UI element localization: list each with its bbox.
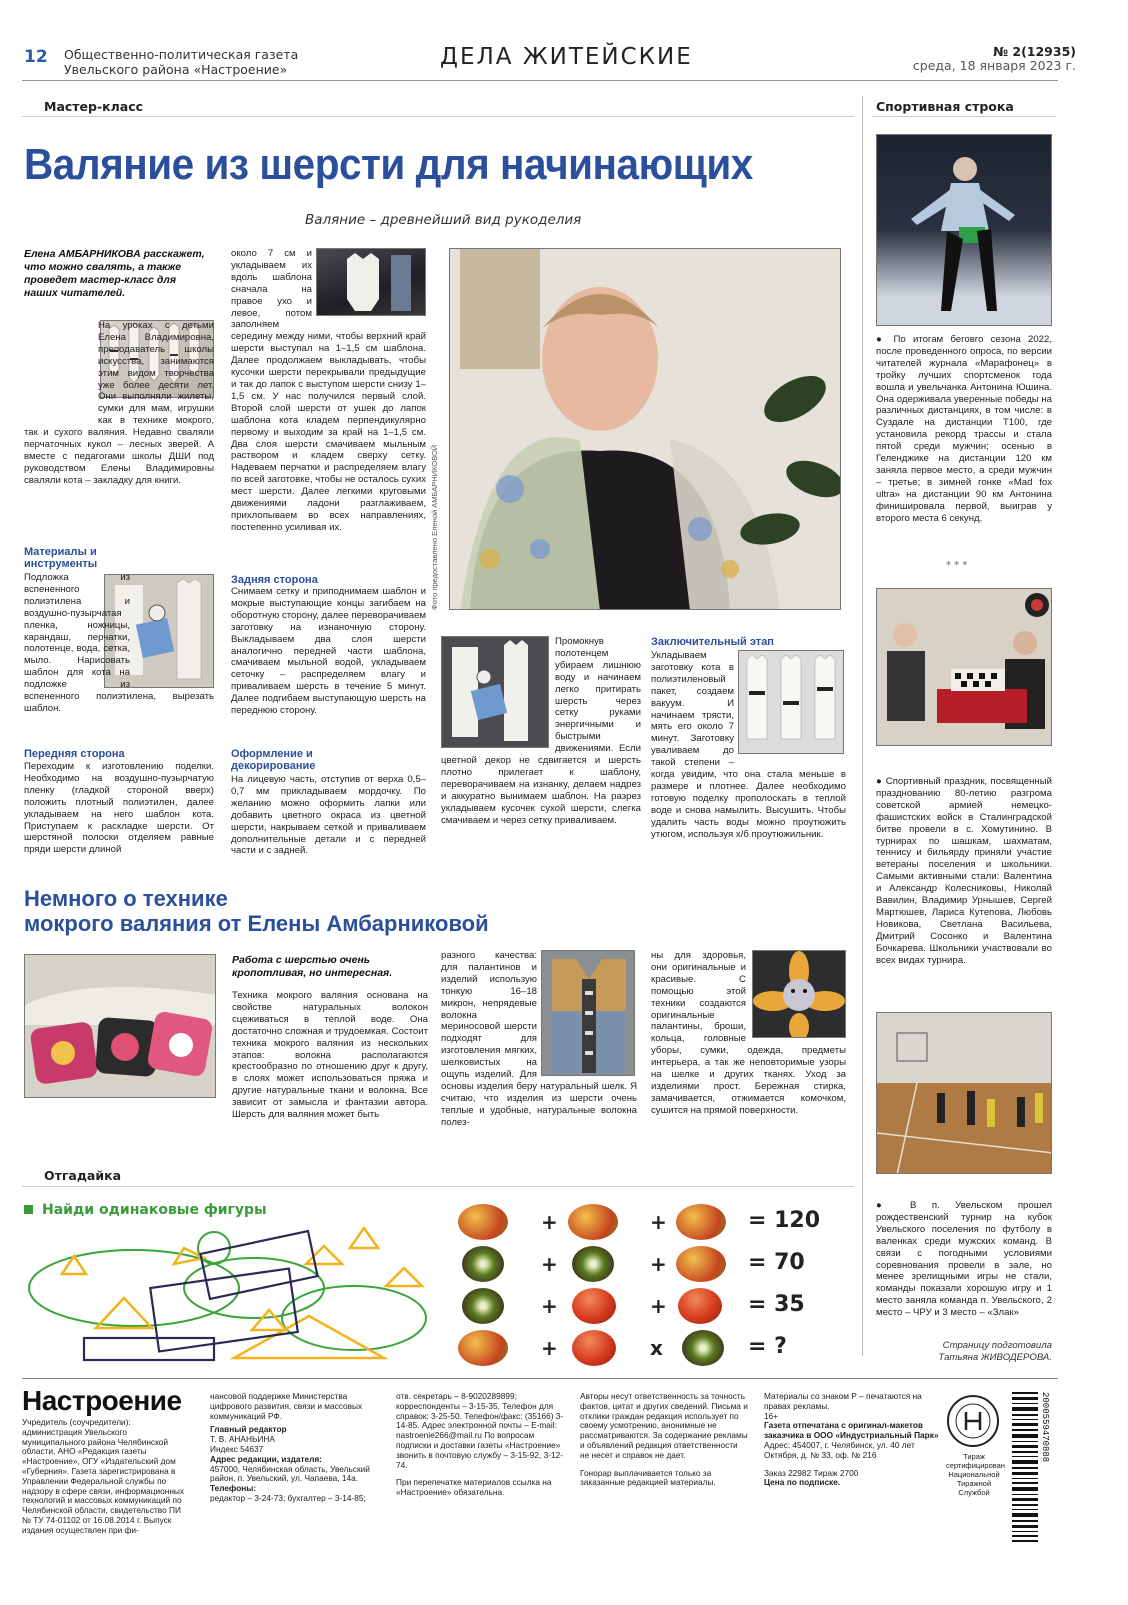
- chess-tournament-photo: [876, 588, 1052, 746]
- back-side-text: Снимаем сетку и приподнимаем шаблон и мокрые выступающие концы загибаем на оборотную сторону, далее переворачиваем заготовку на изнаночную сторону. Выкладываем два слоя шерсти аналогично передней части шаблона, смачиваем мыльной водой, укладываем сеточку – распределяем влагу и приваливаем шерсть в течение 5 минут. Далее подгибаем выступающую шерсть на переднюю сторону.: [231, 586, 426, 717]
- responsibility-text: Авторы несут ответственность за точность фактов, цитат и других сведений. Письма и отклики граждан редакция использует по своему усмотрению, анонимные не рассматриваются. За содержание рекламы и объявлений редакция ответственности не несет и справок не дает.: [580, 1391, 748, 1460]
- contacts-text: отв. секретарь – 8-9020289899; корреспонденты – 3-15-35. Телефон для справок: 3-25-50. Телефон/факс: (35166) 3-14-85. Адрес электронной почты – E-mail: nastroenie266@mail.ru По вопросам подписки и доставки газеты «Настроение» звонить в почтовую службу – 3-15-92, 3-12-74.: [396, 1391, 564, 1470]
- puzzles-rule: [22, 1186, 854, 1187]
- plus-sign: +: [650, 1252, 667, 1276]
- barcode-icon: [1010, 1392, 1040, 1542]
- barcode: [1010, 1392, 1054, 1544]
- reprint-note: При перепечатке материалов ссылка на «Настроение» обязательна.: [396, 1477, 552, 1498]
- final-stage-subheading: Заключительный этап: [651, 636, 774, 648]
- kiwi-icon: [572, 1246, 614, 1282]
- printing-house: Газета отпечатана с оригинал-макетов заказчика в ООО «Индустриальный Парк»: [764, 1420, 939, 1441]
- subscription-price: Цена по подписке.: [764, 1477, 841, 1488]
- founders-text: Учредитель (соучредители): администрация Увельского муниципального района Челябинской области, АНО «Редакция газеты «Настроение», ОГУ «Издательский дом «Губерния». Газета зарегистрирована в Управлении Федеральной службы по надзору в сфере связи, информационных технологий и массовых коммуникаций по Челябинской области, свидетельство ПИ № ТУ 74-01102 от 16.08.2014 г. Выпуск издания осуществлен при фи-: [22, 1417, 185, 1535]
- article-headline: Валяние из шерсти для начинающих: [24, 140, 753, 189]
- column-divider: [862, 96, 863, 1356]
- bullet-icon: ●: [876, 334, 894, 345]
- issue-date: среда, 18 января 2023 г.: [912, 58, 1076, 73]
- article2-column-2: разного качества: для палантинов и изделий использую тонкую 16–18 микрон, непрядевые волокна мериносовой шерсти подходят для изготовления мягких, шелковистых на ощупь изделий. Для основы изделия беру натуральный шелк. Я считаю, что изделия из шерсти очень теплые и удобные, натуральные волокна полез-: [441, 950, 637, 1128]
- article-lead: Елена АМБАРНИКОВА расскажет, что можно свалять, а также проведет мастер-класс для наших читателей.: [24, 248, 205, 299]
- article2-lead: Работа с шерстью очень кропотливая, но интересная.: [232, 954, 393, 979]
- decor-subheading: Оформление и декорирование: [231, 748, 316, 772]
- equation-result-1: = 120: [748, 1208, 821, 1233]
- final-stage-text: Укладываем заготовку кота в полиэтиленовый пакет, создаем вакуум. И начинаем трясти, мять его около 7 минут. Заготовку уваливаем до такой степени – когда увидим, что она стала меньше в размере и плотнее. Далее необходимо готовую поделку прополоскать в теплой воде и снова намылить. Высушить. Чтобы удалить часть воды можно проутюжить утюгом, используя х/б проутюжильник.: [651, 650, 846, 840]
- orange-triangle-2: [350, 1228, 378, 1248]
- materials-subheading: Материалы и инструменты: [24, 546, 98, 570]
- publication-name: [64, 47, 298, 77]
- plus-sign: +: [541, 1252, 558, 1276]
- page-credits: [876, 1340, 1052, 1364]
- back-side-subheading: Задняя сторона: [231, 574, 318, 586]
- separator-stars: * * *: [946, 560, 968, 571]
- imprint-column-3: [396, 1392, 566, 1498]
- kiwi-icon: [462, 1288, 504, 1324]
- green-ellipse-small: [184, 1258, 324, 1318]
- find-shapes-title: Найди одинаковые фигуры: [42, 1202, 267, 1218]
- shapes-puzzle[interactable]: [24, 1218, 434, 1368]
- sidebar-item-1: ● По итогам беговго сезона 2022, после проведенного опроса, по версии читателей журнала «Марафонец» в тройку лучших спортсменок года вошла и увельчанка Антонина Юшина. Она одерживала уверенные победы на различных дистанциях, в том числе: в Суздале на дистанции Т100, где установила рекорд трассы и стала пятой среди мужчин; осенью в Геленджике на дистанции 120 км заняла первое место, а среди мужчин – третье; в зимней гонке «Mad fox ultra» на дистанции 90 км Антонина финишировала первой, выиграв у второго места 6 секунд.: [876, 334, 1052, 524]
- mango-icon: [676, 1204, 726, 1240]
- subscription-index: Индекс 54637: [210, 1443, 264, 1454]
- seal-caption: Тираж сертифицирован Национальной Тиражной Службой: [946, 1452, 1005, 1497]
- article2-column-3: ны для здоровья, они оригинальные и красивые. С помощью этой техники создаются оригинальные палантины, броши, кольца, головные уборы, сумки, одежда, предметы интерьера, а так же неповторимые узоры на шелке и других тканях. Уход за изделиями прост. Бережная стирка, замачивается, отжимается комочком, сушится на прямой поверхности.: [651, 950, 846, 1116]
- article2-column-1: Техника мокрого валяния основана на свойстве натуральных волокон сцеживаться в теплой воде. Она достаточно сложная и трудоемкая. Состоит техника мокрого валяния из нескольких этапов: волокна располагаются крестообразно по отношению друг к другу, в слоях может использоваться пряжа и другие натуральные ткани и волокна. Все зависит от замысла и фантазии автора. Шерсть для валяния может быть: [232, 990, 428, 1121]
- phones: редактор – 3-24-73; бухгалтер – 3-14-85;: [210, 1492, 366, 1503]
- advertising-note: Материалы со знаком Р – печатаются на правах рекламы.: [764, 1391, 922, 1411]
- imprint-column-2: [210, 1392, 386, 1504]
- rubric-master-class: Мастер-класс: [44, 99, 144, 114]
- article-subheadline: Валяние – древнейший вид рукоделия: [305, 212, 582, 228]
- equation-result-3: = 35: [748, 1292, 805, 1317]
- apple-icon: [572, 1288, 616, 1324]
- section-title: ДЕЛА ЖИТЕЙСКИЕ: [440, 44, 693, 70]
- runner-photo: [876, 134, 1052, 326]
- fruit-equations: [440, 1198, 850, 1368]
- page-number: 12: [24, 47, 48, 67]
- bullet-icon: ●: [876, 1200, 911, 1211]
- plus-sign: +: [541, 1336, 558, 1360]
- decor-text: На лицевую часть, отступив от верха 0,5–0,7 мм прикладываем мордочку. По желанию можно оформить лапки или добавить цветного окраса из цветной шерсти, накрываем сеткой и приваливаем дополнительные детали и с передней части и с задней.: [231, 774, 426, 857]
- orange-triangle-6: [252, 1310, 286, 1330]
- article2-headline: [24, 886, 489, 936]
- masthead-rule: [22, 1378, 1058, 1379]
- multiply-sign: x: [650, 1336, 663, 1360]
- article2-headline-line-2: мокрого валяния от Елены Амбарниковой: [24, 911, 489, 936]
- prepared-by-label: Страницу подготовила: [942, 1340, 1052, 1351]
- rubric-rule: [22, 116, 854, 117]
- header-rule: [22, 80, 1058, 81]
- equation-result-2: = 70: [748, 1250, 805, 1275]
- photo-credit: Фото предоставлено Еленой АМБАРНИКОВОЙ: [430, 444, 439, 610]
- kiwi-icon: [682, 1330, 724, 1366]
- sidebar-item-2: ● Спортивный праздник, посвященный празднованию 80-летию разгрома советской армией немецко-фашистских войск в Сталинградской битве провели в с. Хомутинино. В турнирах по шашкам, шахматам, теннису и бильярду приняли участие ветераны поселения и школьники. Самыми активными стали: Валентина и Александр Колесниковы, Николай Вавилин, Владимир Урнышев, Сергей Мартюшев, Лариса Кутепова, Любовь Новикова, Светлана Васильева, Дмитрий Сосонко и Валентина Бочкарева. Школьники участвовали во всех видах турнира.: [876, 776, 1052, 966]
- barcode-number: 2000559470888: [1040, 1392, 1050, 1463]
- front-side-text: Переходим к изготовлению поделки. Необходимо на воздушно-пузырчатую пленку (гладкой стороной вверх) положить плотный полиэтилен, далее укладываем на него шаблон кота. Приступаем к раскладке шерсти. От шерстяной полоски отделяем равные пряди шерсти длиной: [24, 761, 214, 856]
- apple-icon: [572, 1330, 616, 1366]
- column-2-text: около 7 см и укладываем их вдоль шаблона сначала на правое ухо и левое, потом заполняем середину между ними, чтобы верхний край шерсти выступал на 1–1,5 см шаблона. Далее продолжаем выкладывать, чтобы кусочки шерсти перекрывали предыдущие и так до лапок с выступом шерсти снизу 1–1,5 см. У нас получился первый слой. Второй слой шерсти от ушек до лапок шаблона кота кладем перпендикулярно первому и выходим за край на 1–1,5 см. Два слоя шерсти смачиваем мыльным раствором и кладем сверху сетку. Надеваем перчатки и распределяем влагу по всей заготовке, чтобы не осталось сухих мест шерсти. Далее легкими круговыми движениями ладони разглаживаем, прихлопываем во всех направлениях, постепенно усиливая их.: [231, 248, 426, 533]
- rubric-puzzles: Отгадайка: [44, 1168, 122, 1183]
- mango-icon: [458, 1204, 508, 1240]
- mango-icon: [458, 1330, 508, 1366]
- sidebar-rubric-rule: [872, 116, 1056, 117]
- intro-text: На уроках с детьми Елена Владимировна, преподаватель школы искусства, занимаются этим видом творчества уже более десяти лет. Они выполняли жилеты, сумки для мам, игрушки как в технике мокрого, так и сухого валяния. Недавно сваляли перчаточных кукол – лесных зверей. А вместе с педагогами школы ДШИ под руководством Елены Владимировны сваляли кота – закладку для книги.: [24, 320, 214, 486]
- plus-sign: +: [541, 1210, 558, 1234]
- orange-triangle-5: [96, 1298, 152, 1328]
- bullet-icon: ●: [876, 776, 886, 787]
- mango-icon: [568, 1204, 618, 1240]
- navy-rectangle-3: [84, 1338, 214, 1360]
- editor-name: Т. В. АНАНЬИНА: [210, 1434, 275, 1445]
- issue-number: № 2(12935): [992, 44, 1076, 59]
- circulation-seal-icon: [946, 1394, 1000, 1448]
- age-rating: 16+: [764, 1410, 779, 1421]
- fee-note: Гонорар выплачивается только за заказанные редакцией материалы.: [580, 1467, 716, 1488]
- mango-icon: [676, 1246, 726, 1282]
- rubric-sports: Спортивная строка: [876, 99, 1014, 114]
- orange-triangle-4: [386, 1268, 422, 1286]
- article2-headline-line-1: Немного о технике: [24, 886, 228, 911]
- apple-icon: [678, 1288, 722, 1324]
- sidebar-item-3: ● В п. Увельском прошел рождественский турнир на кубок Увельского поселения по футболу в валенках среди мужских команд. В связи с погодными условиями соревнования провели в зале, но менее зрелищными игры не стали, команды показали хорошую игру и 1 место заняла команда п. Увельского, 2 место – ЧРУ и 3 место – «Злак»: [876, 1200, 1052, 1319]
- equation-result-4: = ?: [748, 1334, 787, 1359]
- order-and-circulation: Заказ 22982 Тираж 2700: [764, 1467, 859, 1478]
- plus-sign: +: [650, 1210, 667, 1234]
- printing-address: Адрес: 454007, г. Челябинск, ул. 40 лет Октября, д. № 33, оф. № 216: [764, 1439, 915, 1460]
- portrait-photo: [449, 248, 841, 610]
- imprint-column-5: [764, 1392, 940, 1488]
- publication-line-1: Общественно-политическая газета: [64, 47, 299, 62]
- green-square-icon: [24, 1202, 38, 1216]
- kiwi-icon: [462, 1246, 504, 1282]
- newspaper-logo: Настроение: [22, 1385, 182, 1416]
- felt-pillows-photo: [24, 954, 216, 1098]
- plus-sign: +: [541, 1294, 558, 1318]
- phones-label: Телефоны:: [210, 1483, 257, 1494]
- funding-support-text: нансовой поддержке Министерства цифрового развития, связи и массовых коммуникаций РФ.: [210, 1391, 363, 1421]
- football-photo: [876, 1012, 1052, 1174]
- editor-label: Главный редактор: [210, 1424, 287, 1435]
- column-3-text: Промокнув полотенцем убираем лишнюю воду и начинаем легко притирать шерсть через сетку руками энергичными и быстрыми движениями. Если цветной декор не сдвигается и шерсть плотно прилегает к шаблону, переворачиваем на изнанку, делаем надрез и аккуратно вынимаем шаблон. На разрез укладываем кусочек сухой шерсти, слегка смачиваем и через сетку приваливаем.: [441, 636, 641, 826]
- imprint-column-4: [580, 1392, 748, 1488]
- front-side-subheading: Передняя сторона: [24, 748, 125, 760]
- author-name: Татьяна ЖИВОДЕРОВА.: [938, 1352, 1052, 1363]
- editorial-address: 457000, Челябинская область, Увельский район, п. Увельский, ул. Чапаева, 14а.: [210, 1463, 370, 1484]
- materials-text: Подложка из вспененного полиэтилена и воздушно-пузырчатая пленка, ножницы, карандаш, перчатки, полотенце, вода, сетка, мыло. Нарисовать шаблон для кота на подложке из вспененного полиэтилена, вырезать шаблон.: [24, 572, 214, 714]
- publication-line-2: Увельского района «Настроение»: [64, 62, 288, 77]
- plus-sign: +: [650, 1294, 667, 1318]
- address-label: Адрес редакции, издателя:: [210, 1453, 323, 1464]
